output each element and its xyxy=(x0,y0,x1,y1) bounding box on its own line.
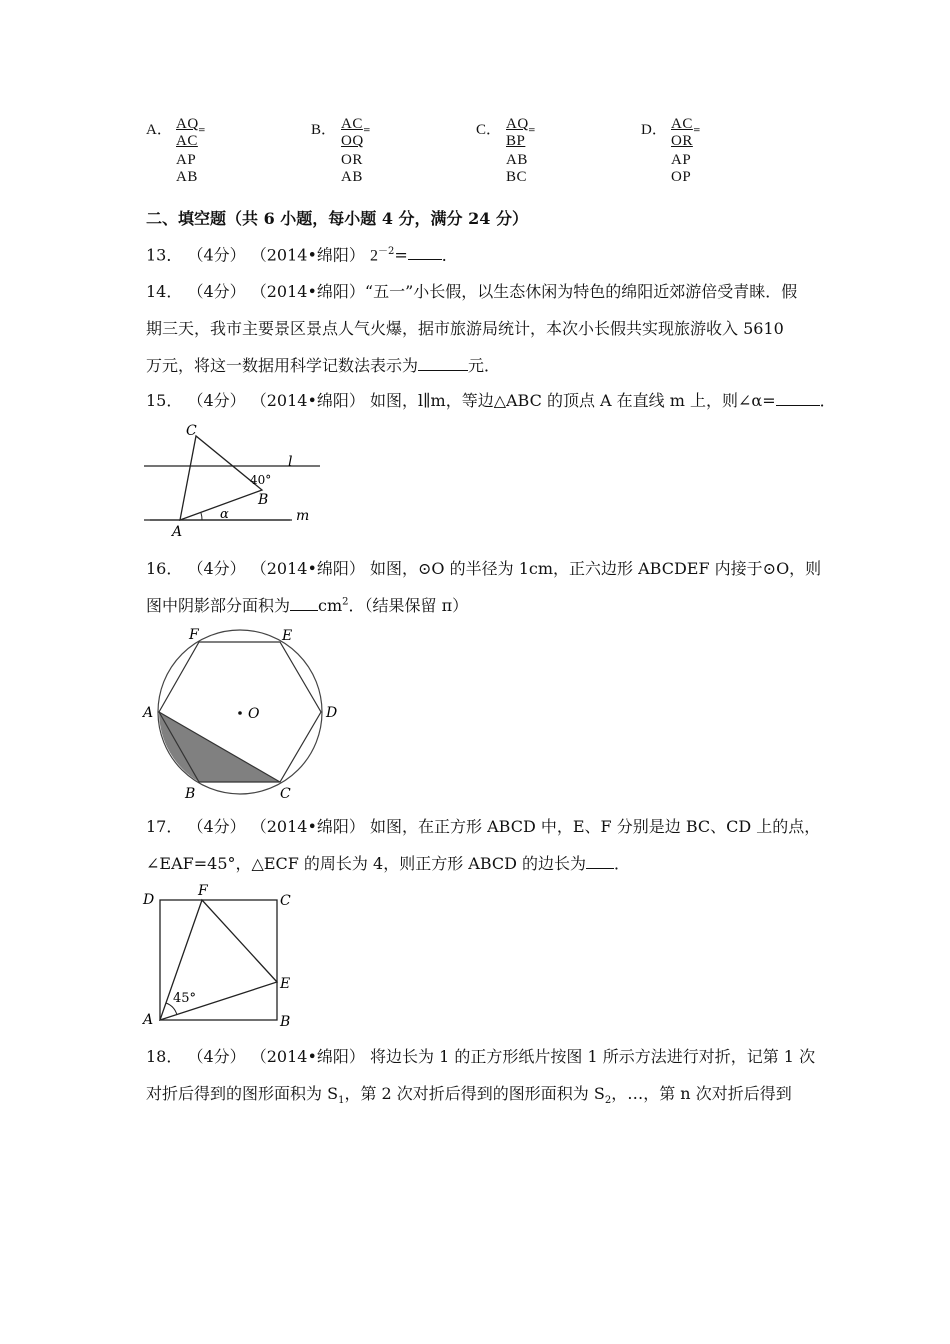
q14-points: （4分） xyxy=(187,282,246,301)
label-c: C xyxy=(280,893,291,909)
q17-answer-blank[interactable] xyxy=(586,854,614,869)
q16-figure xyxy=(140,622,350,802)
question-15 xyxy=(146,388,836,411)
q17-figure xyxy=(140,882,300,1030)
question-13 xyxy=(146,242,458,265)
q14-text-3a: 万元，将这一数据用科学记数法表示为 xyxy=(146,356,419,375)
angle-45-label: 45° xyxy=(173,991,197,1006)
q16-source: （2014•绵阳） xyxy=(250,559,365,578)
option-a-numerator: AQ AC xyxy=(176,116,199,149)
q15-number: 15． xyxy=(146,391,183,410)
question-18-line-1 xyxy=(146,1044,815,1067)
q14-text-1: “五一”小长假，以生态休闲为特色的绵阳近郊游倍受青睐．假 xyxy=(364,282,798,301)
question-16-line-2 xyxy=(146,593,468,616)
label-m: m xyxy=(296,508,310,524)
q13-end: ． xyxy=(441,245,458,265)
q18-source: （2014•绵阳） xyxy=(250,1047,365,1066)
option-b-label: B． xyxy=(311,122,337,138)
q16-answer-blank[interactable] xyxy=(290,596,318,611)
question-17-line-1 xyxy=(146,814,820,837)
alpha-label: α xyxy=(220,507,229,522)
label-f: F xyxy=(189,627,199,643)
q15-answer-blank[interactable] xyxy=(776,391,820,406)
option-b-numerator: AC OQ xyxy=(341,116,364,149)
q17-number: 17． xyxy=(146,817,183,836)
option-a-equals: = xyxy=(198,126,206,136)
question-14-line-1 xyxy=(146,279,797,302)
q18-sub-2: 2 xyxy=(604,1095,612,1107)
q16-text-1: 如图，⊙O 的半径为 1cm，正六边形 ABCDEF 内接于⊙O，则 xyxy=(370,559,822,578)
q18-text-2c: ，…，第 n 次对折后得到 xyxy=(611,1084,792,1103)
option-c-equals: = xyxy=(528,126,536,136)
option-d-fraction xyxy=(671,116,693,186)
option-b-fraction xyxy=(341,116,364,186)
center-dot xyxy=(238,711,242,715)
label-e: E xyxy=(282,628,293,644)
q18-text-2b: ，第 2 次对折后得到的图形面积为 S xyxy=(344,1084,605,1103)
label-d: D xyxy=(326,705,338,721)
label-a: A xyxy=(143,1012,154,1028)
option-a-fraction xyxy=(176,116,199,186)
q17-source: （2014•绵阳） xyxy=(250,817,365,836)
section-heading: 二、填空题（共 6 小题，每小题 4 分，满分 24 分） xyxy=(146,209,528,228)
q13-source: （2014•绵阳） xyxy=(250,245,365,265)
option-b-equals: = xyxy=(363,126,371,136)
q13-points: （4分） xyxy=(187,245,246,265)
q16-text-2c: ．（结果保留 π） xyxy=(348,596,469,615)
option-d-equals: = xyxy=(693,126,701,136)
q17-text-2b: ． xyxy=(614,854,631,873)
q18-text-2a: 对折后得到的图形面积为 S xyxy=(146,1084,339,1103)
option-c-fraction xyxy=(506,116,529,186)
option-b-denominator: OR AB xyxy=(341,152,363,185)
question-14-line-3 xyxy=(146,353,500,376)
question-17-line-2 xyxy=(146,851,630,874)
q16-text-2a: 图中阴影部分面积为 xyxy=(146,596,291,615)
q15-line-m-extension xyxy=(150,514,300,524)
label-d: D xyxy=(143,892,155,908)
option-c-denominator: AB BC xyxy=(506,152,528,185)
label-l: l xyxy=(288,454,293,470)
option-d-numerator: AC OR xyxy=(671,116,693,149)
q18-sub-1: 1 xyxy=(338,1095,345,1107)
q18-number: 18． xyxy=(146,1047,183,1066)
label-b: B xyxy=(185,786,196,802)
q17-points: （4分） xyxy=(187,817,246,836)
angle-40-label: 40° xyxy=(250,473,272,487)
option-d-denominator: AP OP xyxy=(671,152,692,185)
q13-base: 2 xyxy=(370,247,379,265)
q17-text-2a: ∠EAF=45°，△ECF 的周长为 4，则正方形 ABCD 的边长为 xyxy=(146,854,587,873)
option-a-label: A． xyxy=(146,122,172,138)
option-c-numerator: AQ BP xyxy=(506,116,529,149)
q13-equals: = xyxy=(394,245,408,265)
label-f: F xyxy=(198,883,208,899)
question-18-line-2 xyxy=(146,1081,792,1106)
label-c: C xyxy=(280,786,291,802)
label-b: B xyxy=(258,492,269,508)
q14-text-3b: 元． xyxy=(468,356,501,375)
q13-number: 13． xyxy=(146,245,183,265)
q16-points: （4分） xyxy=(187,559,246,578)
q18-text-1: 将边长为 1 的正方形纸片按图 1 所示方法进行对折，记第 1 次 xyxy=(370,1047,816,1066)
q15-points: （4分） xyxy=(187,391,246,410)
q15-end: ． xyxy=(819,391,836,410)
q14-text-2: 期三天，我市主要景区景点人气火爆，据市旅游局统计，本次小长假共实现旅游收入 5610 xyxy=(146,319,784,338)
q15-text: 如图，l∥m，等边△ABC 的顶点 A 在直线 m 上，则∠α= xyxy=(370,391,776,410)
q17-text-1: 如图，在正方形 ABCD 中，E、F 分别是边 BC、CD 上的点， xyxy=(370,817,821,836)
label-a: A xyxy=(143,705,154,721)
option-c-label: C． xyxy=(476,122,502,138)
q16-unit-exp: 2 xyxy=(342,596,349,608)
q14-number: 14． xyxy=(146,282,183,301)
q15-source: （2014•绵阳） xyxy=(250,391,365,410)
option-d-label: D． xyxy=(641,122,667,138)
q13-exponent: －2 xyxy=(378,246,395,257)
q16-number: 16． xyxy=(146,559,183,578)
label-c: C xyxy=(186,423,197,439)
q16-unit: cm xyxy=(318,596,343,615)
q13-answer-blank[interactable] xyxy=(408,245,442,260)
label-o: O xyxy=(248,706,260,722)
q14-answer-blank[interactable] xyxy=(418,356,468,371)
option-a-denominator: AP AB xyxy=(176,152,198,185)
label-e: E xyxy=(280,976,291,992)
q14-source: （2014•绵阳） xyxy=(250,282,365,301)
q18-points: （4分） xyxy=(187,1047,246,1066)
label-b: B xyxy=(280,1014,291,1030)
label-a: A xyxy=(172,524,183,540)
question-16-line-1 xyxy=(146,556,821,579)
